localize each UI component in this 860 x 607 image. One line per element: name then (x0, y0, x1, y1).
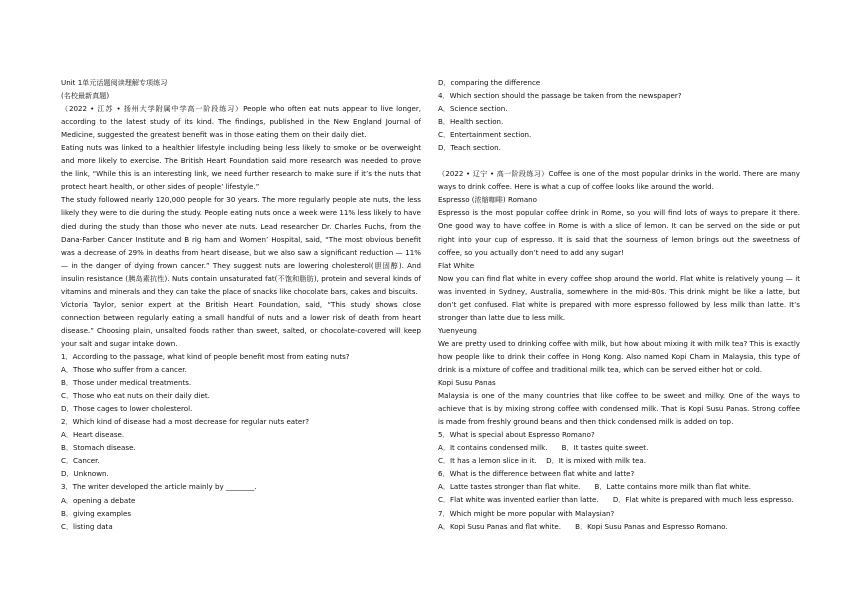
paragraph: Eating nuts was linked to a healthier lifestyle including being less likely to smoke or be overweight and more likely to exercise. The British Heart Foundation said more research was needed to prove the link, “While this is an interesting link, we need further research to make sure if it’s the nuts that protect heart health, or other sides of people’ lifestyle.” (61, 143, 421, 192)
option-line: A．opening a debate (61, 495, 136, 505)
doc-title: Unit 1单元话题阅读理解专项练习 (61, 78, 168, 87)
option-line: C．Entertainment section. (438, 130, 532, 140)
paragraph: The study followed nearly 120,000 people for 30 years. The more regularly people ate nuts, the less likely they were to die during the study. People eating nuts once a week were 11% less likely to have died during the study than those who never ate nuts. Lead researcher Dr. Charles Fuchs, from the Dana-Farber Cancer Institute and B rig ham and Women’ Hospital, said, “The most obvious benefit was a decrease of 29% in deaths from heart disease, but we also saw a significant reduction — 11% — in the danger of dying frown cancer.” They suggest nuts are lowering cholesterol(胆固醇). And insulin resistance (胰岛素抗性). Nuts contain unsaturated fat(不饱和脂肪), protein and several kinds of vitamins and minerals and they can take the place of snacks like chocolate bars, cakes and biscuits. (61, 195, 421, 296)
question-line: 6．What is the difference between flat white and latte? (438, 469, 635, 479)
option-line: C．Those who eat nuts on their daily diet. (61, 391, 210, 401)
questions-3-4 (438, 76, 800, 154)
paragraph: （2022 • 江苏 • 扬州大学附属中学高一阶段练习）People who often eat nuts appear to live longer, according to the latest study of its kind. The findings, published in the New England Journal of Medicine, suggested the greatest benefit was in those eating them on their daily diet. (61, 104, 421, 140)
section-heading: Flat White (438, 260, 475, 270)
section-gap (438, 154, 800, 167)
passage-1 (61, 102, 421, 350)
question-line: 1．According to the passage, what kind of people benefit most from eating nuts? (61, 351, 350, 361)
option-line: D．Unknown. (61, 469, 109, 479)
option-line: B．Those under medical treatments. (61, 378, 192, 388)
paragraph: Malaysia is one of the many countries that like coffee to be sweet and milky. One of the ways to achieve that is by mixing strong coffee with condensed milk. That is Kopi Susu Panas. Strong coffee is made from freshly ground beans and then thick condensed milk is added on top. (438, 391, 800, 427)
option-line: D．Teach section. (438, 143, 501, 153)
option-line: C．Flat white was invented earlier than latte. D．Flat white is prepared with much less espresso. (438, 495, 794, 505)
option-line: A．Those who suffer from a cancer. (61, 365, 187, 375)
option-line: B．Stomach disease. (61, 443, 136, 453)
section-heading: Yuenyeung (438, 325, 477, 335)
option-line: D．comparing the difference (438, 78, 541, 87)
doc-subtitle: (名校最新真题) (61, 91, 110, 101)
questions-1-3 (61, 350, 421, 533)
passage-2 (438, 167, 800, 428)
question-line: 5．What is special about Espresso Romano? (438, 430, 595, 440)
option-line: C．Cancer. (61, 456, 100, 466)
option-line: D．Those cages to lower cholesterol. (61, 404, 193, 414)
question-line: 7．Which might be more popular with Malaysian? (438, 508, 615, 518)
option-line: A．Science section. (438, 104, 508, 114)
option-line: A．Kopi Susu Panas and flat white. B．Kopi Susu Panas and Espresso Romano. (438, 521, 728, 531)
option-line: C．It has a lemon slice in it. D．It is mixed with milk tea. (438, 456, 646, 466)
option-line: A．It contains condensed milk. B．It tastes quite sweet. (438, 443, 649, 453)
option-line: C．listing data (61, 521, 113, 531)
paragraph: Victoria Taylor, senior expert at the British Heart Foundation, said, “This study shows close connection between regularly eating a small handful of nuts and a lower risk of death from heart disease.” Choosing plain, unsalted foods rather than sweet, salted, or chocolate-covered will keep your salt and sugar intake down. (61, 299, 421, 348)
question-line: 2．Which kind of disease had a most decrease for regular nuts eater? (61, 417, 309, 427)
questions-5-7 (438, 428, 800, 532)
paragraph: Espresso is the most popular coffee drink in Rome, so you will find lots of ways to prepare it there. One good way to have coffee in Rome is with a slice of lemon. It can be served on the side or put right into your cup of espresso. It is said that the sourness of lemon brings out the sweetness of coffee, so you actually don’t need to add any sugar! (438, 208, 800, 257)
question-line: 4．Which section should the passage be taken from the newspaper? (438, 91, 682, 101)
section-heading: Kopi Susu Panas (438, 378, 496, 388)
option-line: B．Health section. (438, 117, 504, 127)
section-heading: Espresso (浓缩咖啡) Romano (438, 195, 538, 205)
option-line: A．Latte tastes stronger than flat white. B．Latte contains more milk than flat white. (438, 482, 752, 492)
option-line: A．Heart disease. (61, 430, 125, 440)
question-line: 3．The writer developed the article mainly by ________. (61, 482, 257, 492)
right-column (438, 76, 800, 533)
paragraph: Now you can find flat white in every coffee shop around the world. Flat white is relatively young — it was invented in Sydney, Australia, somewhere in the mid-80s. This drink might be like a latte, but don’t get confused. Flat white is prepared with more espresso followed by less milk than latte. It’s stronger than latte due to less milk. (438, 273, 800, 322)
option-line: B．giving examples (61, 508, 132, 518)
paragraph: We are pretty used to drinking coffee with milk, but how about mixing it with milk tea? This is exactly how people like to drink their coffee in Hong Kong. Also named Kopi Cham in Malaysia, this type of drink is a mixture of coffee and traditional milk tea, which can be served either hot or cold. (438, 338, 800, 374)
left-column (61, 76, 421, 533)
paragraph: （2022 • 辽宁 • 高一阶段练习）Coffee is one of the most popular drinks in the world. There are many ways to drink coffee. Here is what a cup of coffee looks like around the world. (438, 169, 800, 192)
